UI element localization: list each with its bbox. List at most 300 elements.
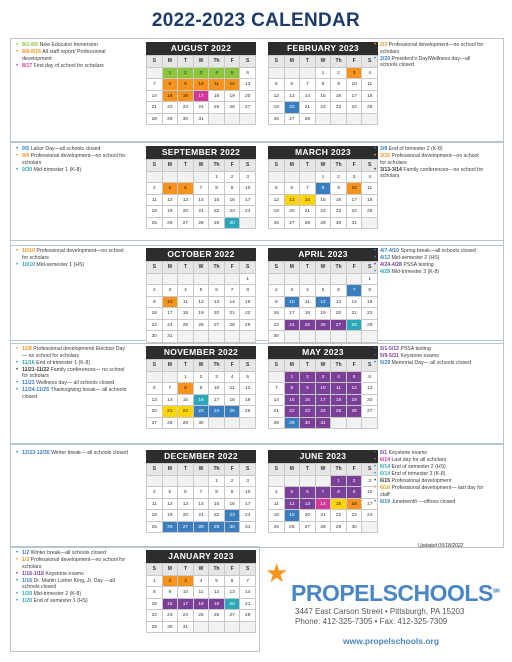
day-cell: 31 <box>194 114 210 126</box>
weekday-header: S <box>240 464 256 476</box>
month-calendar <box>146 42 256 125</box>
day-cell: 30 <box>347 522 363 534</box>
event-date: 11/24-11/25 <box>22 387 50 393</box>
day-cell: 26 <box>209 610 225 622</box>
day-cell: 29 <box>209 522 225 534</box>
day-cell: 15 <box>178 395 194 407</box>
day-cell: 10 <box>347 183 363 195</box>
day-cell: 26 <box>240 406 256 418</box>
day-cell: 22 <box>147 610 163 622</box>
empty-cell <box>331 274 347 286</box>
month-title: JANUARY 2023 <box>146 550 256 563</box>
weekday-header: T <box>300 464 316 476</box>
event-date: 2/3 <box>380 42 388 48</box>
day-cell: 26 <box>163 522 179 534</box>
month-title: APRIL 2023 <box>268 248 378 261</box>
day-cell: 2 <box>269 285 285 297</box>
day-cell: 16 <box>225 195 241 207</box>
day-cell: 23 <box>331 102 347 114</box>
day-cell: 18 <box>331 395 347 407</box>
day-cell: 12 <box>285 499 301 511</box>
event-date: 4/7-4/10 <box>380 248 400 254</box>
day-cell: 8 <box>209 183 225 195</box>
event-list <box>374 450 486 506</box>
day-cell: 1 <box>209 476 225 488</box>
event-item <box>16 387 128 400</box>
month-title: DECEMBER 2022 <box>146 450 256 463</box>
day-cell: 18 <box>194 599 210 611</box>
day-cell: 17 <box>362 499 378 511</box>
bullet-icon: • <box>16 598 19 604</box>
day-cell: 22 <box>362 308 378 320</box>
event-text: Winter break— all schools closed <box>49 450 128 456</box>
empty-cell <box>316 274 332 286</box>
month-title: NOVEMBER 2022 <box>146 346 256 359</box>
day-cell: 21 <box>147 102 163 114</box>
day-cell: 1 <box>147 576 163 588</box>
empty-cell <box>269 476 285 488</box>
event-list <box>374 248 486 276</box>
event-item <box>374 153 486 166</box>
weekday-header: S <box>362 360 378 372</box>
event-item <box>374 485 486 498</box>
day-cell: 1 <box>178 372 194 384</box>
empty-cell <box>362 331 378 343</box>
weekday-header: M <box>163 564 179 576</box>
day-cell: 6 <box>300 487 316 499</box>
day-cell: 29 <box>147 622 163 634</box>
bullet-icon: • <box>16 49 19 55</box>
day-cell: 8 <box>147 587 163 599</box>
day-cell: 30 <box>194 418 210 430</box>
day-cell: 26 <box>316 320 332 332</box>
address <box>295 607 464 626</box>
event-item <box>16 450 128 457</box>
weekday-header: S <box>240 160 256 172</box>
day-cell: 30 <box>225 218 241 230</box>
empty-cell <box>194 331 210 343</box>
event-text: Professional development—no school for scholars <box>22 153 126 166</box>
day-cell: 6 <box>331 285 347 297</box>
empty-cell <box>362 218 378 230</box>
event-text: Professional development—no school for scholars <box>380 153 479 166</box>
day-cell: 24 <box>316 406 332 418</box>
bullet-icon: • <box>16 570 19 577</box>
day-cell: 14 <box>300 91 316 103</box>
event-item <box>16 346 128 359</box>
day-grid <box>146 55 256 125</box>
day-cell: 5 <box>194 285 210 297</box>
day-cell: 8 <box>362 285 378 297</box>
page-title: 2022-2023 CALENDAR <box>151 10 361 31</box>
day-cell: 2 <box>331 68 347 80</box>
day-cell: 27 <box>285 218 301 230</box>
day-cell: 1 <box>316 172 332 184</box>
day-cell: 28 <box>147 114 163 126</box>
event-text: Professional development—no school for scholars <box>22 557 126 570</box>
day-cell: 18 <box>178 308 194 320</box>
event-item <box>374 499 486 506</box>
bullet-icon: • <box>374 478 377 484</box>
weekday-header: T <box>178 160 194 172</box>
day-cell: 9 <box>163 587 179 599</box>
day-cell: 2 <box>163 576 179 588</box>
day-cell: 27 <box>362 406 378 418</box>
day-cell: 19 <box>269 206 285 218</box>
month-title: AUGUST 2022 <box>146 42 256 55</box>
day-cell: 4 <box>331 372 347 384</box>
day-cell: 29 <box>316 218 332 230</box>
day-cell: 30 <box>163 622 179 634</box>
day-cell: 12 <box>209 587 225 599</box>
day-cell: 13 <box>147 395 163 407</box>
day-grid <box>268 359 378 429</box>
event-date: 1/16-1/18 <box>22 570 44 577</box>
weekday-header: S <box>240 56 256 68</box>
day-cell: 10 <box>240 183 256 195</box>
day-cell: 4 <box>194 576 210 588</box>
month-calendar <box>146 248 256 343</box>
event-item <box>374 464 486 471</box>
day-cell: 10 <box>285 297 301 309</box>
day-cell: 20 <box>147 406 163 418</box>
bullet-icon: • <box>374 262 377 268</box>
day-cell: 25 <box>147 218 163 230</box>
day-cell: 20 <box>178 510 194 522</box>
weekday-header: S <box>269 360 285 372</box>
event-text: Mid-trimester 3 (K-8) <box>390 269 440 275</box>
day-cell: 17 <box>347 91 363 103</box>
day-cell: 13 <box>362 383 378 395</box>
weekday-header: M <box>285 262 301 274</box>
day-cell: 25 <box>225 406 241 418</box>
empty-cell <box>209 274 225 286</box>
day-cell: 10 <box>240 487 256 499</box>
event-date: 11/16 <box>22 359 35 366</box>
day-cell: 4 <box>269 487 285 499</box>
empty-cell <box>225 622 241 634</box>
event-date: 6/14 <box>380 464 391 470</box>
day-cell: 29 <box>285 418 301 430</box>
day-cell: 27 <box>147 418 163 430</box>
weekday-header: S <box>240 360 256 372</box>
bullet-icon: • <box>374 255 377 261</box>
day-cell: 1 <box>316 68 332 80</box>
day-grid <box>268 261 378 343</box>
weekday-header: S <box>269 56 285 68</box>
bullet-icon: • <box>16 166 19 173</box>
day-cell: 8 <box>240 285 256 297</box>
day-cell: 13 <box>285 195 301 207</box>
event-text: Professional development—no school for scholars <box>380 42 484 55</box>
event-list <box>374 346 486 367</box>
event-date: 11/21-11/22 <box>22 366 50 373</box>
day-cell: 19 <box>163 510 179 522</box>
day-cell: 17 <box>285 308 301 320</box>
event-date: 12/23-12/30 <box>22 450 50 456</box>
weekday-header: Th <box>209 464 225 476</box>
day-cell: 20 <box>331 308 347 320</box>
weekday-header: F <box>225 262 241 274</box>
day-cell: 27 <box>178 218 194 230</box>
bullet-icon: • <box>374 146 377 152</box>
empty-cell <box>347 418 363 430</box>
day-cell: 30 <box>178 114 194 126</box>
day-cell: 18 <box>269 510 285 522</box>
day-cell: 23 <box>347 510 363 522</box>
day-cell: 13 <box>300 499 316 511</box>
day-cell: 10 <box>178 587 194 599</box>
empty-cell <box>269 172 285 184</box>
event-item <box>16 367 128 380</box>
empty-cell <box>163 372 179 384</box>
event-text: Keystone exams <box>399 353 439 359</box>
weekday-header: F <box>347 160 363 172</box>
day-cell: 22 <box>285 406 301 418</box>
empty-cell <box>194 172 210 184</box>
event-text: Juneteenth —offices closed <box>390 498 456 505</box>
empty-cell <box>285 68 301 80</box>
day-cell: 19 <box>240 395 256 407</box>
bullet-icon: • <box>16 261 19 268</box>
bullet-icon: • <box>374 166 377 173</box>
day-cell: 1 <box>362 274 378 286</box>
day-cell: 4 <box>209 68 225 80</box>
day-grid <box>268 159 378 229</box>
day-cell: 21 <box>300 206 316 218</box>
event-item <box>374 262 486 269</box>
weekday-header: Th <box>331 464 347 476</box>
event-date: 1/16 <box>22 577 33 584</box>
day-cell: 2 <box>147 285 163 297</box>
day-cell: 3 <box>178 576 194 588</box>
weekday-header: Th <box>209 262 225 274</box>
empty-cell <box>331 418 347 430</box>
day-cell: 11 <box>194 587 210 599</box>
event-text: Spring break—all schools closed <box>399 248 476 254</box>
day-cell: 26 <box>163 218 179 230</box>
bullet-icon: • <box>16 557 19 563</box>
day-cell: 13 <box>209 297 225 309</box>
empty-cell <box>163 172 179 184</box>
day-cell: 31 <box>178 622 194 634</box>
weekday-header: T <box>178 564 194 576</box>
day-cell: 6 <box>362 372 378 384</box>
bullet-icon: • <box>16 359 19 366</box>
event-text: Dr. Martin Luther King, Jr. Day —all schools closed <box>22 577 115 590</box>
day-cell: 19 <box>347 395 363 407</box>
month-calendar <box>146 346 256 429</box>
day-cell: 17 <box>347 195 363 207</box>
day-cell: 21 <box>194 206 210 218</box>
event-item <box>16 550 128 557</box>
weekday-header: F <box>225 464 241 476</box>
day-cell: 1 <box>285 372 301 384</box>
weekday-header: Th <box>209 360 225 372</box>
event-item <box>16 248 128 261</box>
day-cell: 6 <box>285 79 301 91</box>
empty-cell <box>362 114 378 126</box>
day-cell: 26 <box>225 102 241 114</box>
day-cell: 5 <box>316 285 332 297</box>
month-calendar <box>268 42 378 125</box>
event-text: Wellness day— all schools closed <box>34 380 115 386</box>
empty-cell <box>285 274 301 286</box>
day-cell: 15 <box>316 195 332 207</box>
month-calendar <box>268 450 378 533</box>
day-cell: 20 <box>362 395 378 407</box>
day-cell: 14 <box>300 195 316 207</box>
day-cell: 13 <box>285 91 301 103</box>
empty-cell <box>178 331 194 343</box>
empty-cell <box>316 476 332 488</box>
bullet-icon: • <box>16 450 19 456</box>
day-cell: 11 <box>209 79 225 91</box>
day-cell: 12 <box>225 79 241 91</box>
empty-cell <box>362 418 378 430</box>
empty-cell <box>316 331 332 343</box>
bullet-icon: • <box>16 591 19 597</box>
empty-cell <box>178 172 194 184</box>
day-cell: 25 <box>147 522 163 534</box>
day-cell: 18 <box>362 91 378 103</box>
day-cell: 16 <box>331 91 347 103</box>
day-cell: 31 <box>240 522 256 534</box>
event-item <box>374 56 486 69</box>
empty-cell <box>300 331 316 343</box>
day-cell: 20 <box>300 510 316 522</box>
day-cell: 14 <box>240 587 256 599</box>
day-grid <box>146 261 256 343</box>
day-cell: 14 <box>347 297 363 309</box>
day-cell: 19 <box>285 510 301 522</box>
bullet-icon: • <box>374 353 377 359</box>
day-cell: 16 <box>225 499 241 511</box>
day-cell: 25 <box>269 522 285 534</box>
day-cell: 18 <box>147 206 163 218</box>
weekday-header: S <box>362 262 378 274</box>
event-item <box>16 167 128 174</box>
weekday-header: M <box>163 160 179 172</box>
day-cell: 18 <box>147 510 163 522</box>
event-item <box>374 478 486 485</box>
empty-cell <box>225 114 241 126</box>
day-cell: 29 <box>163 114 179 126</box>
day-cell: 8 <box>285 383 301 395</box>
event-date: 6/19 <box>380 498 391 505</box>
weekday-header: T <box>300 360 316 372</box>
weekday-header: Th <box>209 56 225 68</box>
day-cell: 25 <box>362 102 378 114</box>
event-item <box>16 598 128 605</box>
day-cell: 16 <box>178 91 194 103</box>
bullet-icon: • <box>374 485 377 491</box>
weekday-header: F <box>225 56 241 68</box>
day-cell: 14 <box>194 195 210 207</box>
day-cell: 25 <box>331 406 347 418</box>
day-cell: 4 <box>225 372 241 384</box>
day-cell: 15 <box>147 599 163 611</box>
empty-cell <box>331 331 347 343</box>
day-cell: 11 <box>331 383 347 395</box>
event-item <box>16 63 128 70</box>
weekday-header: Th <box>209 160 225 172</box>
month-title: SEPTEMBER 2022 <box>146 146 256 159</box>
day-cell: 27 <box>225 610 241 622</box>
bullet-icon: • <box>374 55 377 62</box>
month-title: JUNE 2023 <box>268 450 378 463</box>
day-cell: 5 <box>240 372 256 384</box>
weekday-header: T <box>178 464 194 476</box>
day-cell: 21 <box>163 406 179 418</box>
weekday-header: S <box>362 464 378 476</box>
day-cell: 14 <box>316 499 332 511</box>
event-list <box>374 42 486 69</box>
event-list <box>374 146 486 180</box>
day-cell: 13 <box>331 297 347 309</box>
day-cell: 4 <box>300 285 316 297</box>
event-text: Mid-trimester 1 (K-8) <box>32 166 82 173</box>
day-cell: 29 <box>362 320 378 332</box>
event-item <box>374 353 486 360</box>
address-line: 3447 East Carson Street • Pittsburgh, PA 15203 <box>295 607 465 616</box>
event-item <box>374 346 486 353</box>
day-cell: 10 <box>362 487 378 499</box>
day-cell: 11 <box>269 499 285 511</box>
day-cell: 4 <box>147 487 163 499</box>
day-cell: 5 <box>347 372 363 384</box>
event-item <box>374 255 486 262</box>
event-date: 8/17 <box>22 62 33 69</box>
event-item <box>16 49 128 62</box>
bullet-icon: • <box>374 471 377 477</box>
event-item <box>374 269 486 276</box>
day-cell: 7 <box>147 79 163 91</box>
empty-cell <box>194 476 210 488</box>
day-cell: 9 <box>331 183 347 195</box>
event-text: End of semester 1 (HS) <box>32 598 88 604</box>
event-date: 4/12 <box>380 255 391 261</box>
month-calendar <box>268 248 378 343</box>
event-text: New Educator Immersion <box>38 42 98 48</box>
day-cell: 31 <box>163 331 179 343</box>
weekday-header: W <box>316 464 332 476</box>
month-title: MAY 2023 <box>268 346 378 359</box>
day-cell: 23 <box>300 406 316 418</box>
event-list <box>16 42 128 70</box>
day-cell: 3 <box>240 476 256 488</box>
day-cell: 21 <box>269 406 285 418</box>
empty-cell <box>178 476 194 488</box>
day-cell: 22 <box>316 206 332 218</box>
day-cell: 7 <box>300 183 316 195</box>
weekday-header: S <box>147 262 163 274</box>
empty-cell <box>269 68 285 80</box>
bullet-icon: • <box>374 42 377 48</box>
website-link[interactable]: www.propelschools.org <box>343 636 440 646</box>
event-item <box>16 262 128 269</box>
event-date: 6/14 <box>380 471 391 477</box>
event-date: 3/10 <box>380 153 391 159</box>
day-cell: 2 <box>300 372 316 384</box>
day-cell: 25 <box>194 610 210 622</box>
month-calendar <box>146 550 256 633</box>
weekday-header: M <box>163 56 179 68</box>
event-text: Family conferences—no school for scholars <box>380 166 484 179</box>
weekday-header: F <box>347 360 363 372</box>
event-text: Professional development—no school for scholars <box>22 248 124 261</box>
month-calendar <box>146 146 256 229</box>
